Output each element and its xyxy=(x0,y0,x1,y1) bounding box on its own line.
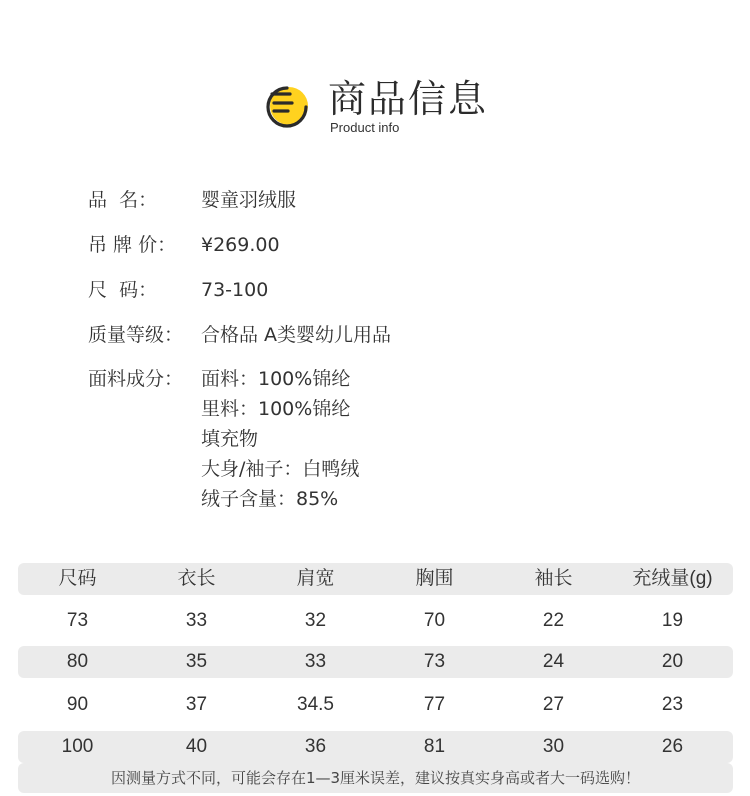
table-cell: 77 xyxy=(423,694,446,715)
material-line: 面料：100%锦纶 xyxy=(201,368,351,390)
table-cell: 22 xyxy=(542,610,565,631)
table-cell: 34.5 xyxy=(297,694,334,715)
info-label: 面料成分： xyxy=(88,368,184,390)
info-label: 尺 码： xyxy=(88,279,158,301)
material-line: 大身/袖子：白鸭绒 xyxy=(201,458,360,480)
table-row xyxy=(18,731,733,763)
table-cell: 73 xyxy=(423,651,446,672)
table-header-cell: 袖长 xyxy=(534,568,573,589)
table-cell: 27 xyxy=(542,694,565,715)
table-cell: 19 xyxy=(661,610,684,631)
info-value: 婴童羽绒服 xyxy=(201,189,297,211)
material-line: 绒子含量：85% xyxy=(201,488,339,510)
measurement-note: 因测量方式不同，可能会存在1—3厘米误差，建议按真实身高或者大一码选购！ xyxy=(18,763,733,793)
table-cell: 23 xyxy=(661,694,684,715)
material-line: 里料：100%锦纶 xyxy=(201,398,351,420)
info-value: 73-100 xyxy=(201,279,269,301)
material-line: 填充物 xyxy=(201,428,259,450)
table-cell: 40 xyxy=(185,736,208,757)
table-cell: 90 xyxy=(66,694,89,715)
table-cell: 33 xyxy=(185,610,208,631)
table-header-cell: 肩宽 xyxy=(296,568,335,589)
table-cell: 30 xyxy=(542,736,565,757)
page-title: 商品信息 xyxy=(328,77,489,121)
table-row xyxy=(18,605,733,637)
table-cell: 80 xyxy=(66,651,89,672)
table-row xyxy=(18,689,733,721)
table-cell: 24 xyxy=(542,651,565,672)
table-cell: 73 xyxy=(66,610,89,631)
table-cell: 100 xyxy=(61,736,94,757)
info-value: 合格品 A类婴幼儿用品 xyxy=(201,324,392,346)
table-cell: 37 xyxy=(185,694,208,715)
info-label: 质量等级： xyxy=(88,324,184,346)
table-cell: 35 xyxy=(185,651,208,672)
info-value: ¥269.00 xyxy=(201,234,280,256)
table-cell: 20 xyxy=(661,651,684,672)
table-cell: 33 xyxy=(304,651,327,672)
table-cell: 70 xyxy=(423,610,446,631)
table-header-cell: 衣长 xyxy=(177,568,216,589)
table-cell: 81 xyxy=(423,736,446,757)
section-header xyxy=(262,76,522,140)
table-row xyxy=(18,646,733,678)
table-header-cell: 充绒量(g) xyxy=(632,568,713,589)
info-label: 吊 牌 价： xyxy=(88,234,177,256)
table-cell: 26 xyxy=(661,736,684,757)
info-label: 品 名： xyxy=(88,189,158,211)
table-cell: 36 xyxy=(304,736,327,757)
table-header-cell: 尺码 xyxy=(58,568,97,589)
table-cell: 32 xyxy=(304,610,327,631)
table-header-cell: 胸围 xyxy=(415,568,454,589)
page-subtitle: Product info xyxy=(330,120,400,135)
document-list-icon xyxy=(262,82,312,132)
table-header-row xyxy=(18,563,733,595)
